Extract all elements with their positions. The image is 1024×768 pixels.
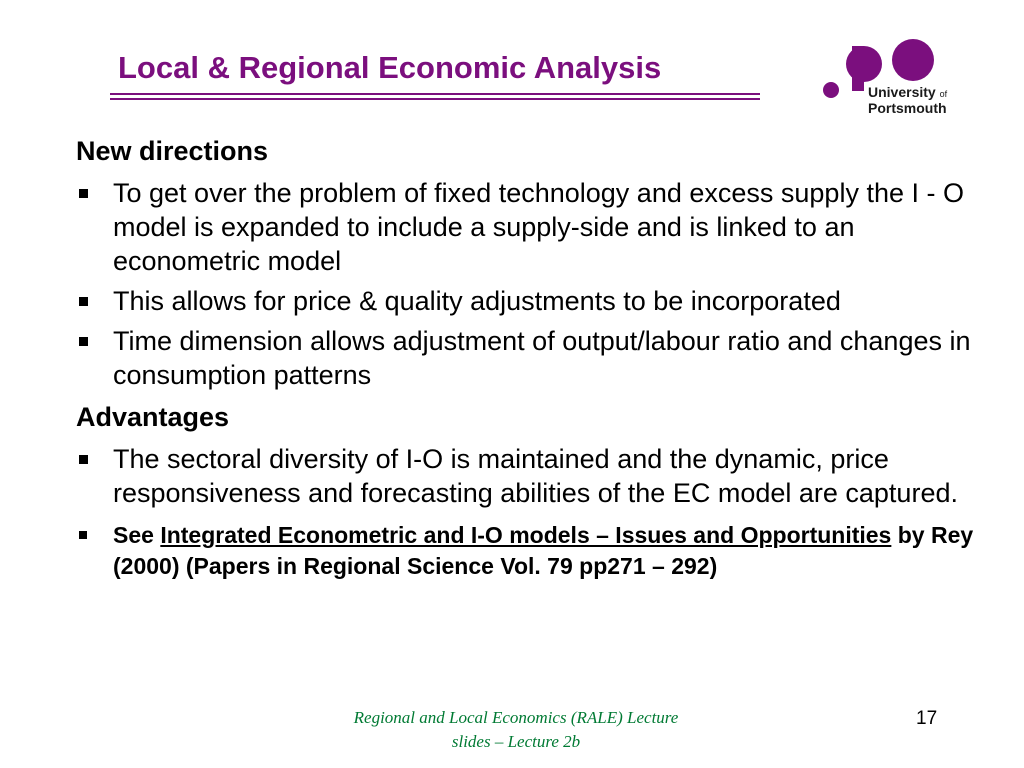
title-underline-top	[110, 93, 760, 95]
slide-footer	[316, 706, 716, 754]
footer-line-2: slides – Lecture 2b	[451, 732, 581, 751]
reference-bullet	[76, 520, 976, 582]
page-number: 17	[916, 708, 938, 729]
reference-title: Integrated Econometric and I-O models – Issues and Opportunities	[160, 522, 892, 548]
section-heading-advantages: Advantages	[76, 402, 230, 432]
footer-line-1: Regional and Local Economics (RALE) Lecture	[353, 708, 679, 727]
slide-body	[76, 132, 976, 588]
bullet-item: To get over the problem of fixed technology and excess supply the I - O model is expanded to include a supply-side and is linked to an econometric model	[76, 176, 976, 278]
logo-text-university: University of	[868, 84, 948, 100]
bullet-item: The sectoral diversity of I-O is maintained and the dynamic, price responsiveness and forecasting abilities of the EC model are captured.	[76, 442, 976, 510]
logo-text-portsmouth: Portsmouth	[868, 100, 947, 116]
bullet-item: Time dimension allows adjustment of output/labour ratio and changes in consumption patterns	[76, 324, 976, 392]
slide-title: Local & Regional Economic Analysis	[118, 50, 662, 85]
reference-prefix: See	[113, 522, 161, 548]
bullet-item: This allows for price & quality adjustments to be incorporated	[76, 284, 976, 318]
title-underline-bottom	[110, 98, 760, 100]
reference-suffix: by Rey (2000) (Papers in Regional Science Vol. 79 pp271 – 292)	[113, 522, 974, 579]
section-heading-new-directions: New directions	[76, 136, 269, 166]
